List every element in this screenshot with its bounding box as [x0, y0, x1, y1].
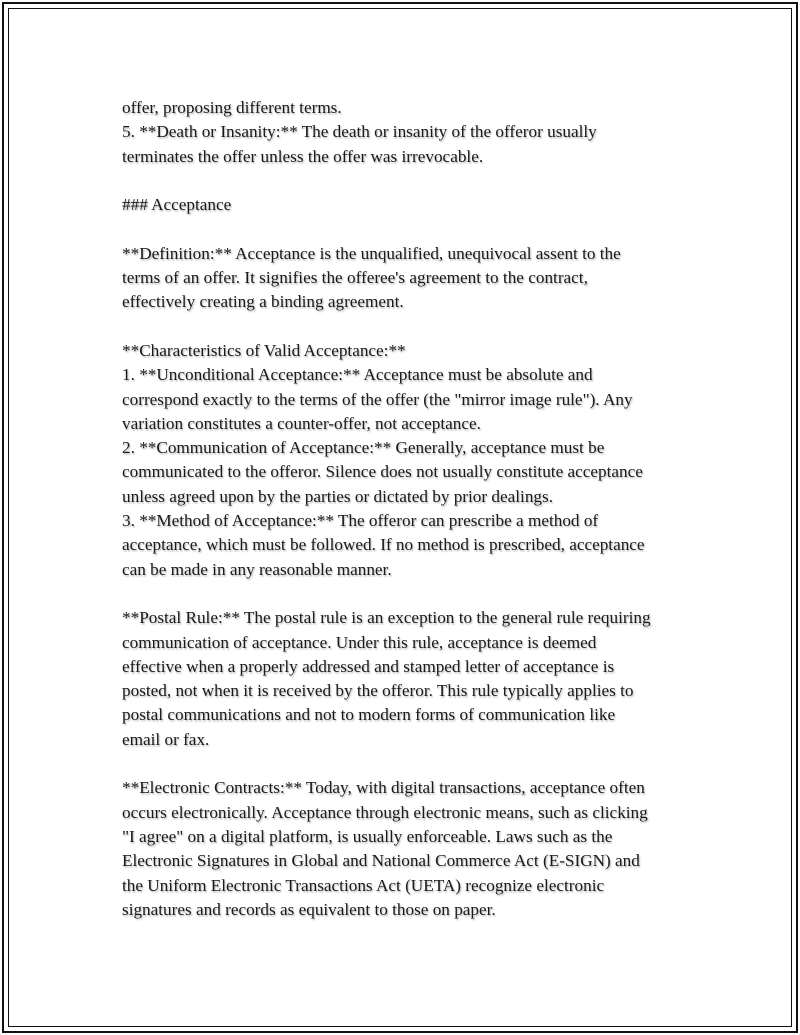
- document-text: [122, 96, 722, 922]
- blank-line: [122, 217, 722, 241]
- text-line: communication of acceptance. Under this rule, acceptance is deemed: [122, 632, 597, 652]
- text-line: **Definition:** Acceptance is the unqualified, unequivocal assent to the: [122, 243, 621, 263]
- page-frame: [2, 2, 798, 1033]
- text-line: **Postal Rule:** The postal rule is an exception to the general rule requiring: [122, 608, 651, 628]
- text-line: terms of an offer. It signifies the offeree's agreement to the contract,: [122, 268, 588, 288]
- text-line: occurs electronically. Acceptance through electronic means, such as clicking: [122, 802, 648, 822]
- text-line: postal communications and not to modern forms of communication like: [122, 705, 616, 725]
- text-line: the Uniform Electronic Transactions Act (UETA) recognize electronic: [122, 875, 605, 895]
- blank-line: [122, 315, 722, 339]
- text-line: variation constitutes a counter-offer, not acceptance.: [122, 413, 481, 433]
- blank-line: [122, 752, 722, 776]
- text-line: 1. **Unconditional Acceptance:** Acceptance must be absolute and: [122, 365, 593, 385]
- text-line: **Characteristics of Valid Acceptance:**: [122, 340, 406, 360]
- text-line: **Electronic Contracts:** Today, with digital transactions, acceptance often: [122, 778, 645, 798]
- text-line: unless agreed upon by the parties or dictated by prior dealings.: [122, 486, 553, 506]
- text-line: 5. **Death or Insanity:** The death or insanity of the offeror usually: [122, 122, 597, 142]
- text-line: posted, not when it is received by the offeror. This rule typically applies to: [122, 681, 634, 701]
- text-line: effectively creating a binding agreement.: [122, 292, 404, 312]
- text-line: effective when a properly addressed and stamped letter of acceptance is: [122, 656, 615, 676]
- text-line: communicated to the offeror. Silence does not usually constitute acceptance: [122, 462, 643, 482]
- text-line: 2. **Communication of Acceptance:** Generally, acceptance must be: [122, 438, 605, 458]
- text-line: "I agree" on a digital platform, is usually enforceable. Laws such as the: [122, 826, 613, 846]
- text-line: email or fax.: [122, 729, 210, 749]
- text-line: offer, proposing different terms.: [122, 98, 342, 117]
- text-line: signatures and records as equivalent to those on paper.: [122, 899, 496, 919]
- text-line: correspond exactly to the terms of the offer (the "mirror image rule"). Any: [122, 389, 633, 409]
- text-line: Electronic Signatures in Global and National Commerce Act (E-SIGN) and: [122, 851, 640, 871]
- text-line: 3. **Method of Acceptance:** The offeror can prescribe a method of: [122, 511, 599, 531]
- blank-line: [122, 582, 722, 606]
- blank-line: [122, 169, 722, 193]
- text-line: terminates the offer unless the offer was irrevocable.: [122, 146, 484, 166]
- section-heading: ### Acceptance: [122, 195, 232, 215]
- text-line: can be made in any reasonable manner.: [122, 559, 392, 579]
- text-line: acceptance, which must be followed. If no method is prescribed, acceptance: [122, 535, 645, 555]
